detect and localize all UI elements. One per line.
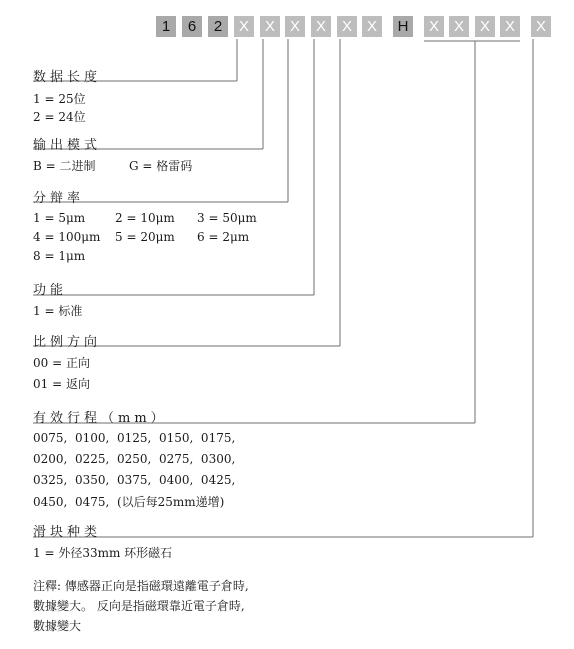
code-placeholder-data-length: X <box>234 16 254 37</box>
direction-title: 比例方向 <box>33 335 102 350</box>
resolution-option-1: 1 = 5μm <box>33 211 86 225</box>
note-line-3: 數據變大 <box>33 619 82 633</box>
resolution-title: 分辩率 <box>33 191 85 206</box>
code-placeholder-output-mode: X <box>260 16 280 37</box>
data-length-option-2: 2 = 24位 <box>33 110 86 124</box>
code-placeholder-direction-2: X <box>362 16 382 37</box>
note-line-1: 注釋: 傳感器正向是指磁環遠離電子倉時, <box>33 579 249 593</box>
output-mode-option-binary: B = 二进制 <box>33 159 96 173</box>
stroke-values-line-1: 0075, 0100, 0125, 0150, 0175, <box>33 431 236 445</box>
code-placeholder-slider: X <box>531 16 551 37</box>
code-placeholder-stroke-2: X <box>449 16 469 37</box>
output-mode-option-gray: G = 格雷码 <box>129 159 193 173</box>
model-code-bar <box>0 0 574 40</box>
resolution-option-4: 4 = 100μm <box>33 230 101 244</box>
data-length-title: 数据长度 <box>33 70 102 85</box>
note-line-2: 數據變大。 反向是指磁環靠近電子倉時, <box>33 599 245 613</box>
code-digit-1: 1 <box>156 16 176 37</box>
code-placeholder-direction-1: X <box>337 16 357 37</box>
stroke-values-line-3: 0325, 0350, 0375, 0400, 0425, <box>33 473 236 487</box>
stroke-values-line-4: 0450, 0475, (以后每25mm递增) <box>33 495 225 509</box>
code-placeholder-stroke-4: X <box>500 16 520 37</box>
code-placeholder-function: X <box>311 16 331 37</box>
resolution-option-2: 2 = 10μm <box>115 211 175 225</box>
code-placeholder-resolution: X <box>285 16 305 37</box>
function-title: 功能 <box>33 283 68 298</box>
code-digit-6: 6 <box>182 16 202 37</box>
output-mode-title: 输出模式 <box>33 138 102 153</box>
function-option-standard: 1 = 标准 <box>33 304 83 318</box>
code-letter-h: H <box>393 16 413 37</box>
code-placeholder-stroke-1: X <box>424 16 444 37</box>
resolution-option-5: 5 = 20μm <box>115 230 175 244</box>
resolution-option-6: 6 = 2μm <box>197 230 250 244</box>
code-digit-2: 2 <box>208 16 228 37</box>
resolution-option-3: 3 = 50μm <box>197 211 257 225</box>
code-placeholder-stroke-3: X <box>475 16 495 37</box>
slider-option-ring-magnet: 1 = 外径33mm 环形磁石 <box>33 546 173 560</box>
direction-option-forward: 00 = 正向 <box>33 356 90 370</box>
data-length-option-1: 1 = 25位 <box>33 92 86 106</box>
stroke-title: 有效行程（mm） <box>33 411 168 426</box>
slider-title: 滑块种类 <box>33 525 102 540</box>
resolution-option-8: 8 = 1μm <box>33 249 86 263</box>
stroke-values-line-2: 0200, 0225, 0250, 0275, 0300, <box>33 452 236 466</box>
direction-option-reverse: 01 = 返向 <box>33 377 90 391</box>
